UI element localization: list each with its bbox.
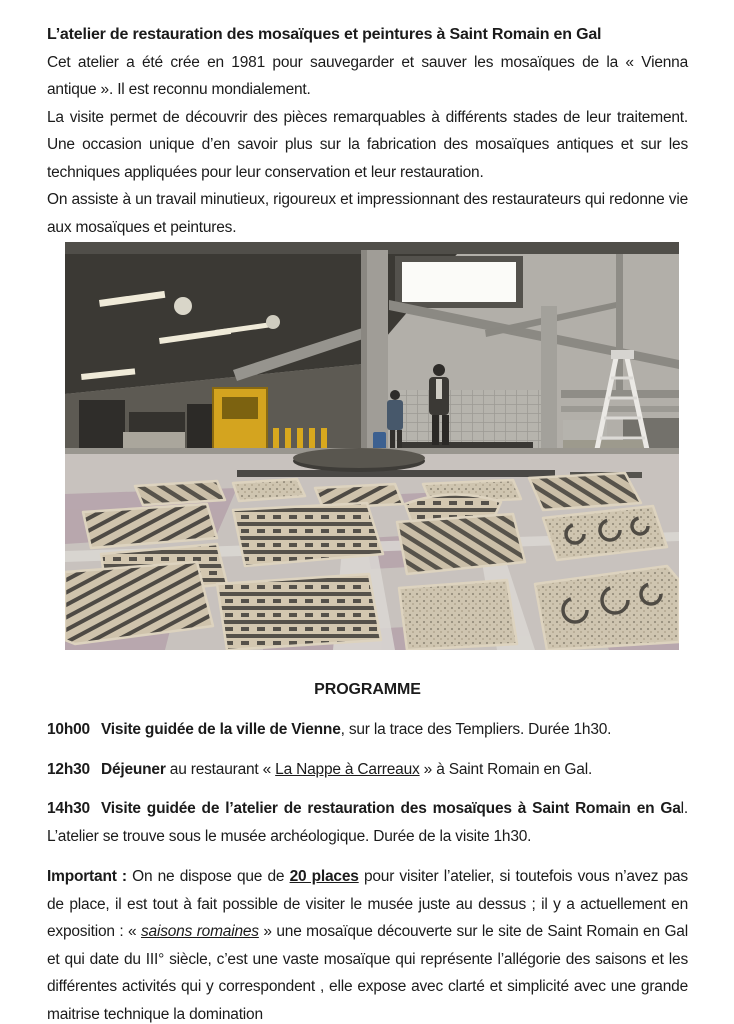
programme-pre-link-12h30: au restaurant « xyxy=(165,760,276,778)
programme-time-12h30: 12h30 xyxy=(47,760,90,778)
programme-heading: PROGRAMME xyxy=(314,681,421,698)
restaurant-name-underlined: La Nappe à Carreaux xyxy=(275,760,420,778)
round-table xyxy=(293,448,425,472)
programme-item-10h00 xyxy=(47,716,688,744)
programme-item-14h30 xyxy=(47,795,688,850)
intro-paragraph-2: La visite permet de découvrir des pièces remarquables à différents stades de leur traitement. Une occasion unique d’en savoir plus sur la fabrication des mosaïques antiques et sur les techniques appliquées pour leur conservation et leur restauration. xyxy=(47,108,688,181)
concrete-pillar xyxy=(361,250,388,454)
exposition-name-italic: saisons romaines xyxy=(140,923,259,940)
intro-paragraph-1: Cet atelier a été crée en 1981 pour sauvegarder et sauver les mosaïques de la « Vienna antique ». Il est reconnu mondialement. xyxy=(47,53,688,98)
important-run-1: On ne dispose que de xyxy=(126,868,290,885)
programme-item-12h30 xyxy=(47,756,688,784)
programme-time-14h30: 14h30 xyxy=(47,800,90,817)
programme-post-link-12h30: » à Saint Romain en Gal. xyxy=(419,760,593,778)
important-paragraph xyxy=(47,863,688,1024)
programme-bold-14h30: Visite guidée de l’atelier de restauration des mosaïques à Saint Romain en Ga xyxy=(100,800,681,817)
important-run-3: » une mosaïque découverte sur le site de Saint Romain en Gal et qui date du III° siècle, c’est une vaste mosaïque qui représente l’allégorie des saisons et les différentes activités qui y correspondent , elle expose avec clarté et simplicité avec une grande maitrise technique la domination xyxy=(47,923,688,1023)
workshop-photo-illustration xyxy=(65,242,679,650)
workshop-photo xyxy=(65,242,679,650)
programme-bold-10h00: Visite guidée de la ville de Vienne xyxy=(100,721,341,738)
programme-rest-10h00: , sur la trace des Templiers. Durée 1h30. xyxy=(340,721,612,738)
programme-bold-12h30: Déjeuner xyxy=(100,760,166,778)
programme-time-10h00: 10h00 xyxy=(47,721,90,738)
places-count-underlined: 20 places xyxy=(289,868,359,885)
important-label: Important : xyxy=(47,868,127,885)
intro-paragraph-3: On assiste à un travail minutieux, rigoureux et impressionnant des restaurateurs qui redonne vie aux mosaïques et peintures. xyxy=(47,191,688,236)
document-title: L’atelier de restauration des mosaïques et peintures à Saint Romain en Gal xyxy=(47,26,602,43)
window xyxy=(395,256,523,308)
important-run-2: pour visiter l’atelier, si toutefois vous n’avez pas de place, il est tout à fait possible de visiter le musée juste au dessus ; il y a actuellement en exposition : « xyxy=(47,868,688,940)
programme-rest-14h30: l. L’atelier se trouve sous le musée archéologique. Durée de la visite 1h30. xyxy=(47,800,688,845)
